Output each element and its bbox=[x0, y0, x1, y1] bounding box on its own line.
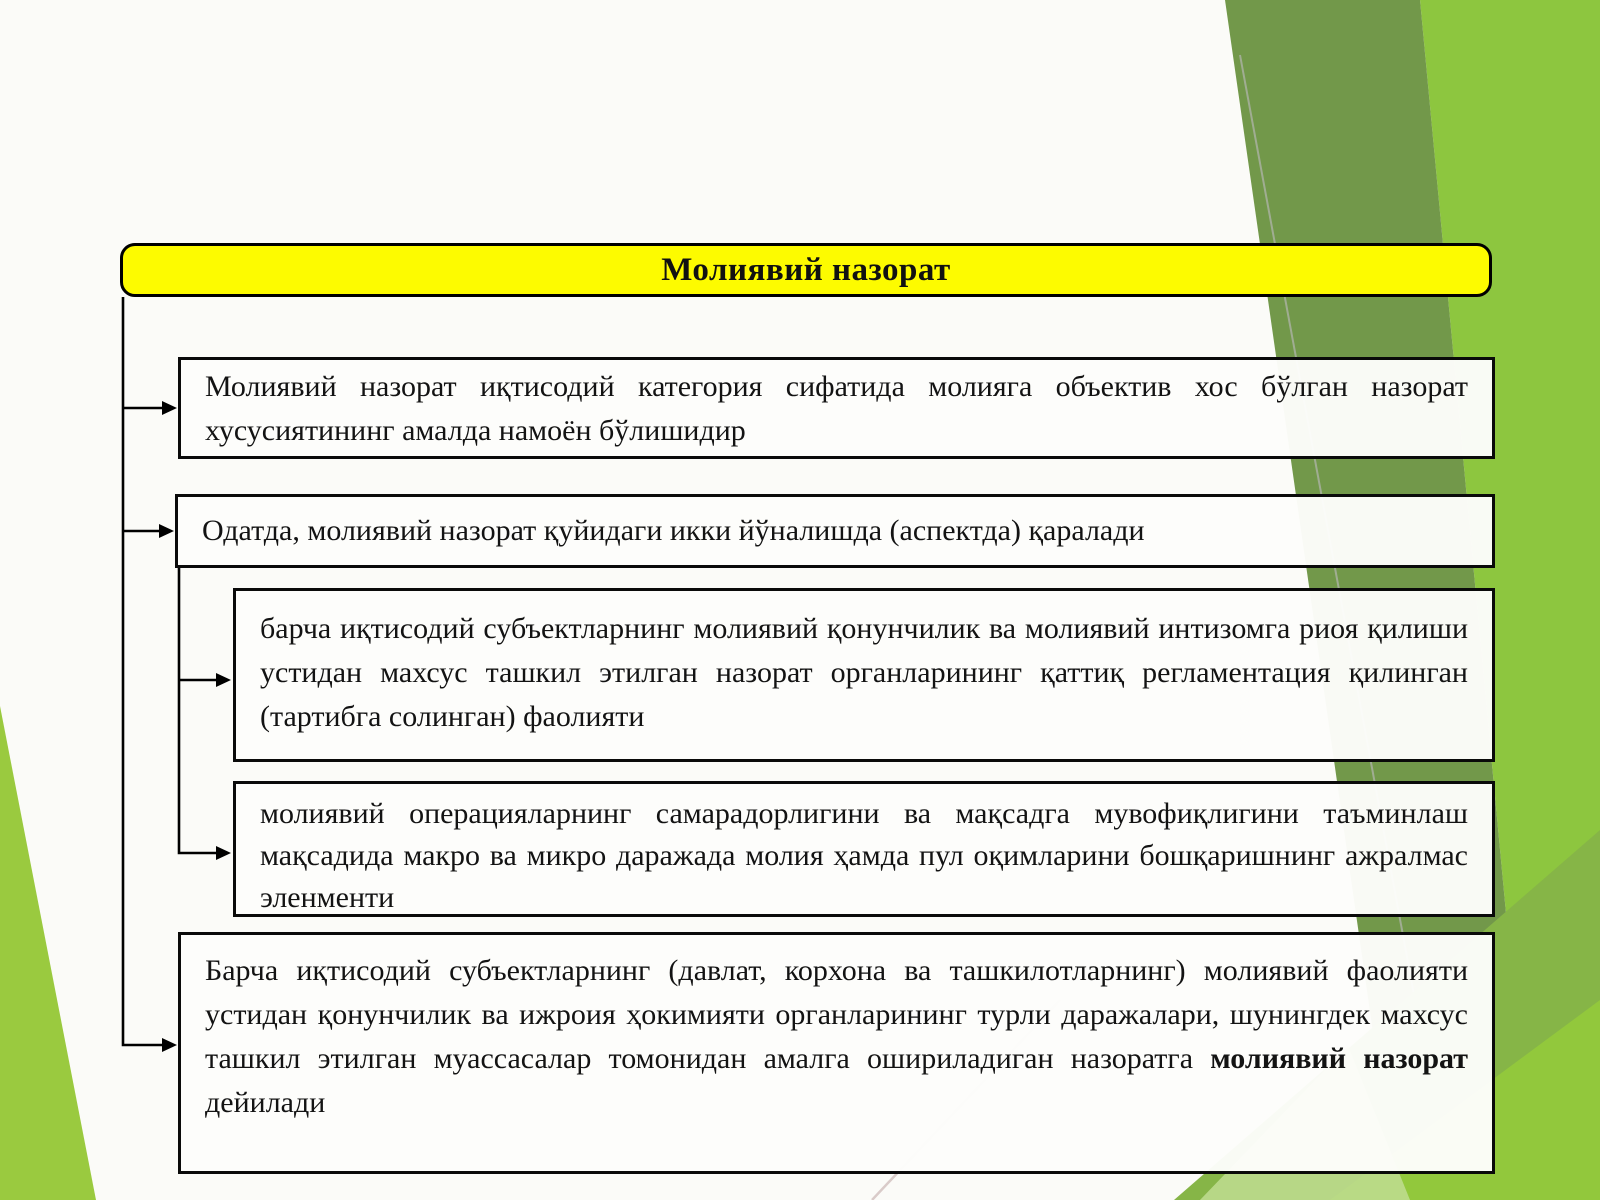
aspect-management-text: молиявий операцияларнинг самарадорлигини ва мақсадга мувофиқлигини таъминлаш мақсадида макро ва микро даражада молия ҳамда пул оқимларини бошқаришнинг ажралмас эленменти bbox=[260, 797, 1468, 914]
arrow-right-icon bbox=[216, 673, 231, 687]
title-box bbox=[120, 243, 1492, 297]
financial-control-conclusion-box bbox=[178, 932, 1495, 1174]
aspect-regulation-box bbox=[233, 588, 1495, 762]
conclusion-bold-term: молиявий назорат bbox=[1210, 1042, 1468, 1075]
conclusion-text bbox=[205, 949, 1468, 1125]
conclusion-text-after: дейилади bbox=[205, 1086, 326, 1119]
conclusion-text-before: Барча иқтисодий субъектларнинг (давлат, корхона ва ташкилотларнинг) молиявий фаолияти устидан қонунчилик ва ижроия ҳокимияти органларининг турли даражалари, шунингдек махсус ташкил этилган муассасалар томонидан амалга ошириладиган назоратга bbox=[205, 954, 1468, 1075]
aspects-intro-box bbox=[175, 494, 1495, 568]
arrow-right-icon bbox=[216, 846, 231, 860]
connector-sub-line bbox=[179, 568, 217, 853]
aspect-regulation-text: барча иқтисодий субъектларнинг молиявий қонунчилик ва молиявий интизомга риоя қилиши устидан махсус ташкил этилган назорат органларининг қаттиқ регламентация қилинган (тартибга солинган) фаолияти bbox=[260, 612, 1468, 733]
arrow-right-icon bbox=[162, 401, 177, 415]
arrow-right-icon bbox=[162, 1038, 177, 1052]
arrow-right-icon bbox=[159, 524, 174, 538]
bottom-left-wedge bbox=[0, 706, 96, 1200]
aspects-intro-text: Одатда, молиявий назорат қуйидаги икки йўналишда (аспектда) қаралади bbox=[202, 514, 1145, 547]
definition-text: Молиявий назорат иқтисодий категория сифатида молияга объектив хос бўлган назорат хусусиятининг амалда намоён бўлишидир bbox=[205, 370, 1468, 447]
page-title: Молиявий назорат bbox=[661, 251, 951, 288]
definition-box bbox=[178, 357, 1495, 459]
aspect-management-box bbox=[233, 781, 1495, 917]
